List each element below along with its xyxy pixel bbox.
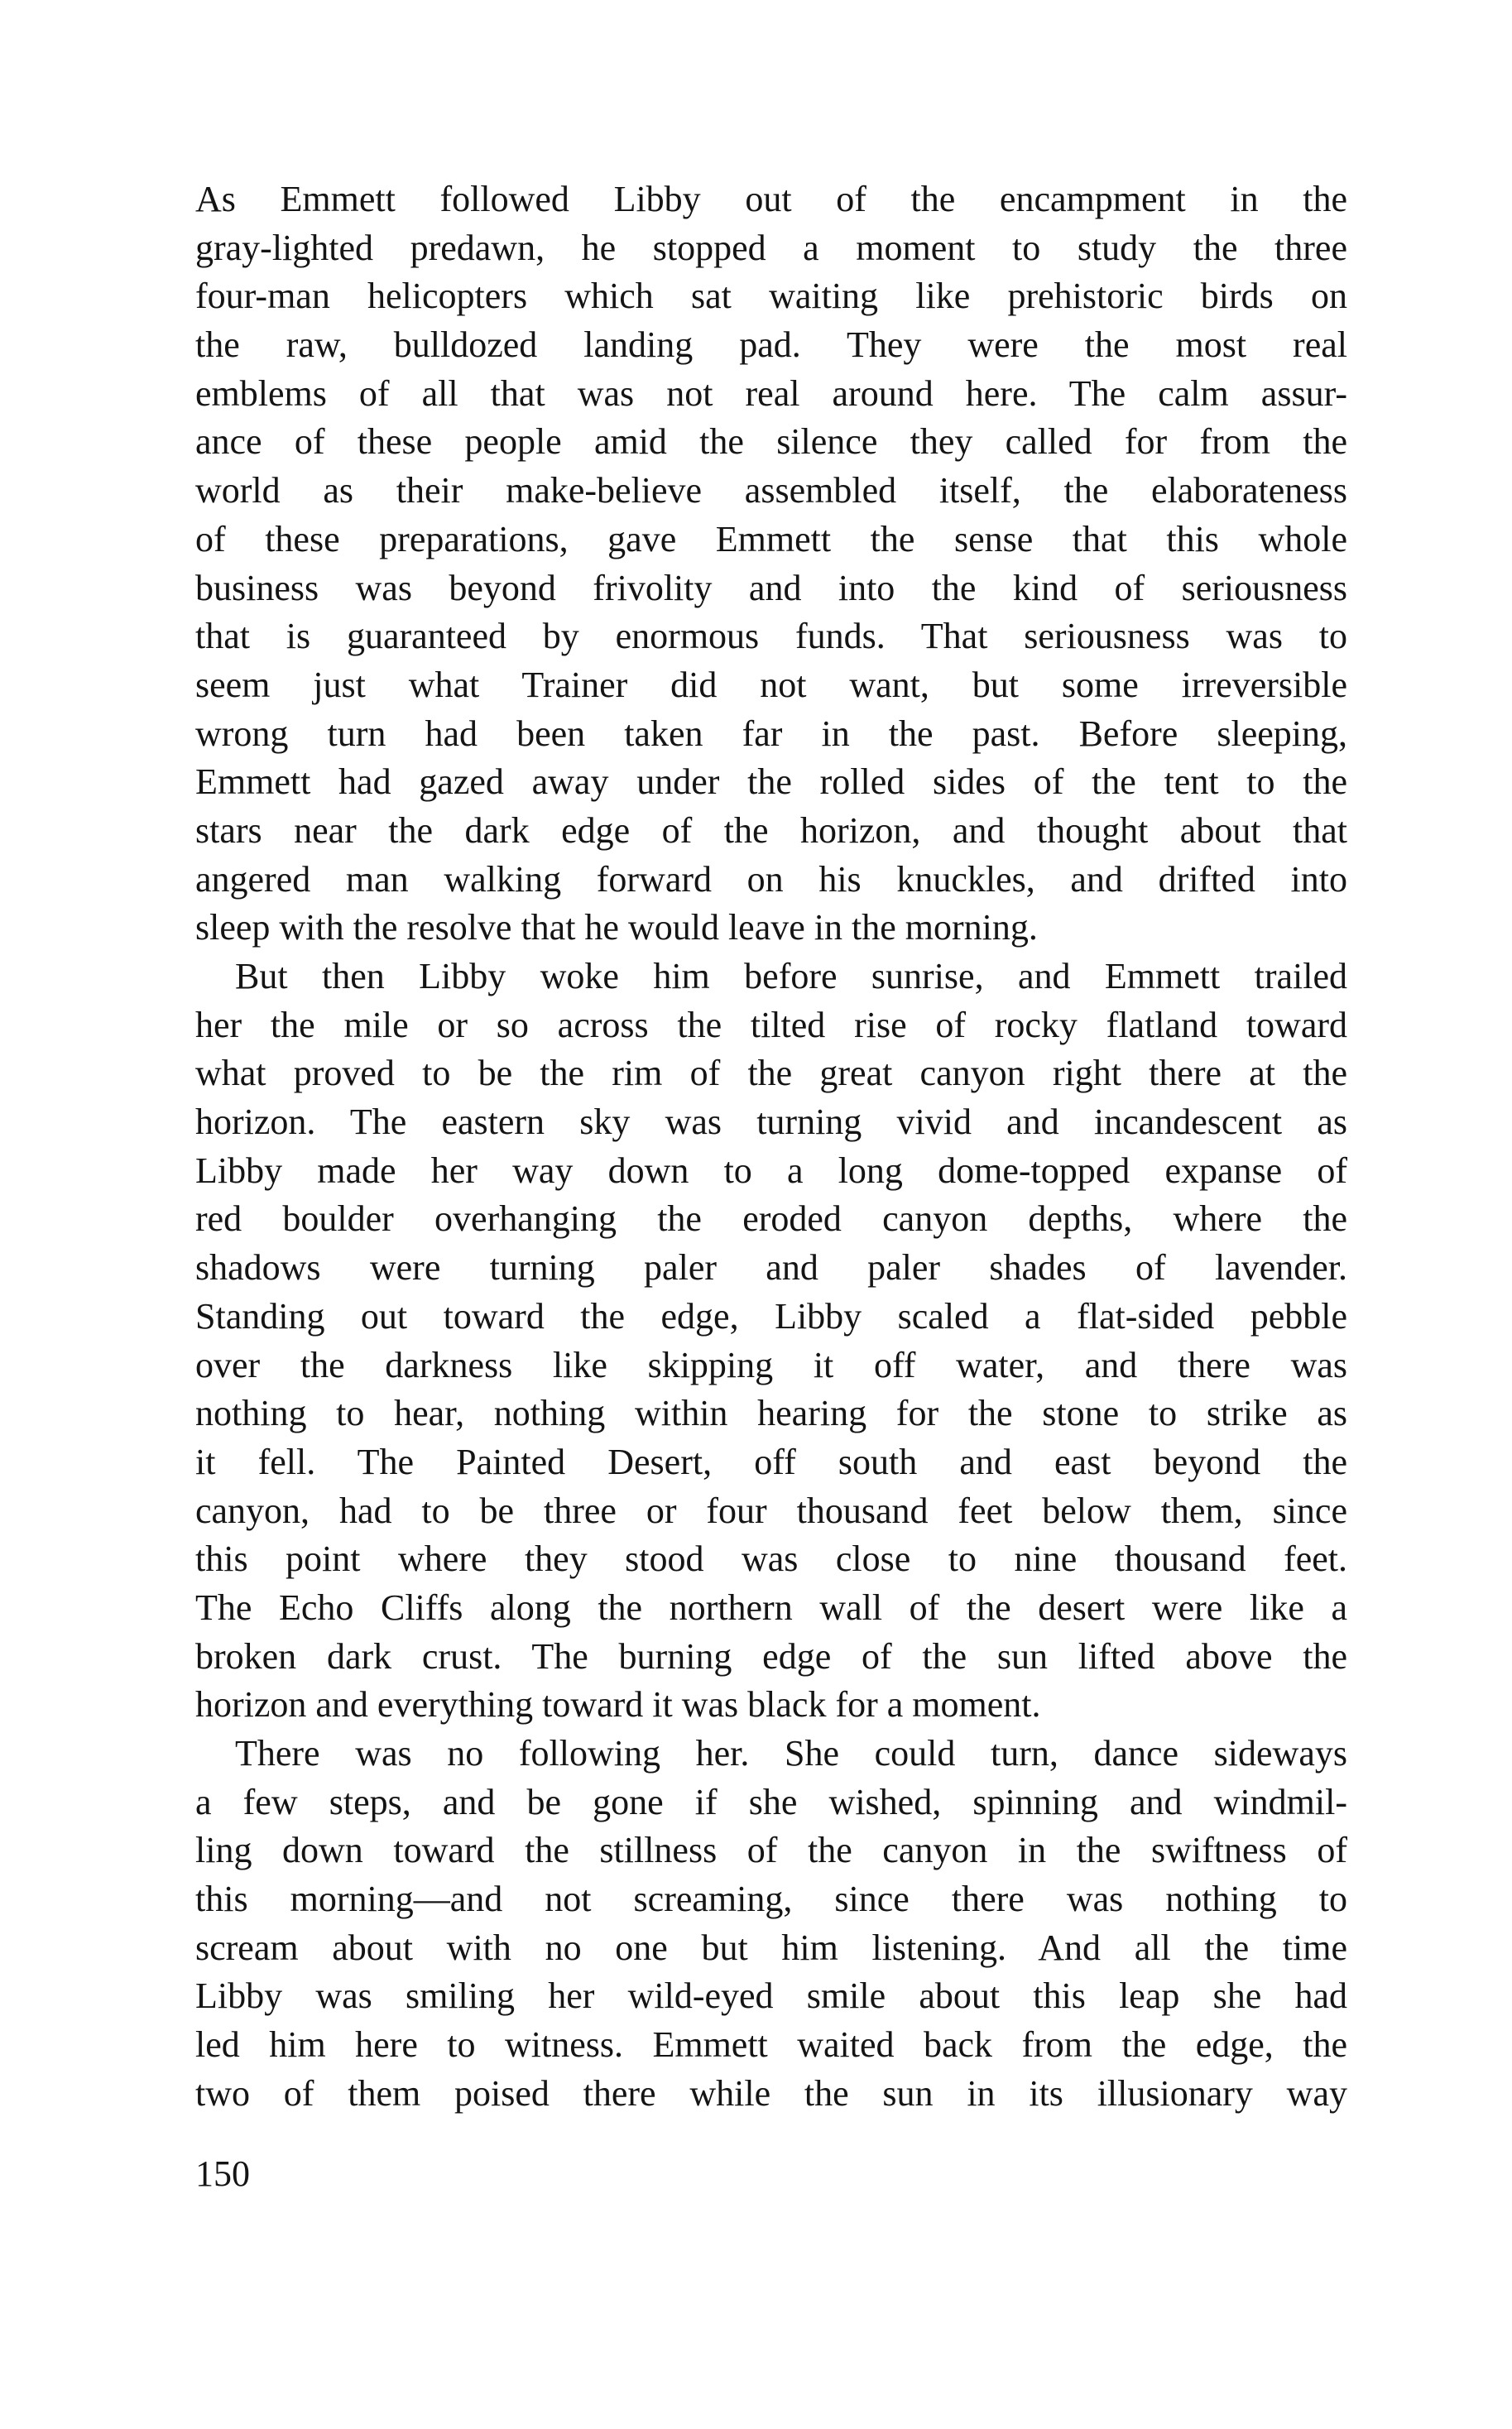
text-line: the raw, bulldozed landing pad. They were the most real (195, 324, 1347, 366)
text-line: There was no following her. She could turn, dance sideways (235, 1733, 1347, 1774)
text-line: her the mile or so across the tilted rise of rocky flatland toward (195, 1004, 1347, 1045)
text-line: it fell. The Painted Desert, off south and east beyond the (195, 1441, 1347, 1482)
text-line: Standing out toward the edge, Libby scaled a flat-sided pebble (195, 1295, 1347, 1337)
text-line: this point where they stood was close to nine thousand feet. (195, 1539, 1347, 1580)
page-number: 150 (195, 2153, 250, 2194)
body-text (195, 175, 1347, 2119)
text-line: Libby made her way down to a long dome-topped expanse of (195, 1150, 1347, 1191)
text-line: emblems of all that was not real around here. The calm assur- (195, 372, 1347, 414)
text-line: world as their make-believe assembled itself, the elaborateness (195, 470, 1347, 511)
text-line: horizon and everything toward it was black for a moment. (195, 1684, 1041, 1726)
text-line: business was beyond frivolity and into the kind of seriousness (195, 567, 1347, 608)
text-line: stars near the dark edge of the horizon, and thought about that (195, 809, 1347, 851)
text-line: As Emmett followed Libby out of the encampment in the (195, 179, 1347, 219)
text-line: of these preparations, gave Emmett the sense that this whole (195, 518, 1347, 559)
text-line: a few steps, and be gone if she wished, spinning and windmil- (195, 1781, 1347, 1822)
text-line: canyon, had to be three or four thousand feet below them, since (195, 1490, 1347, 1531)
text-line: sleep with the resolve that he would leave in the morning. (195, 907, 1038, 948)
text-line: gray-lighted predawn, he stopped a moment to study the three (195, 227, 1347, 268)
text-line: ance of these people amid the silence they called for from the (195, 421, 1347, 463)
text-line: that is guaranteed by enormous funds. That seriousness was to (195, 616, 1347, 657)
text-line: scream about with no one but him listening. And all the time (195, 1927, 1347, 1968)
text-line: ling down toward the stillness of the canyon in the swiftness of (195, 1830, 1347, 1871)
text-line: red boulder overhanging the eroded canyon depths, where the (195, 1198, 1347, 1240)
text-line: seem just what Trainer did not want, but some irreversible (195, 664, 1347, 705)
text-line: The Echo Cliffs along the northern wall of the desert were like a (195, 1587, 1347, 1628)
text-line: wrong turn had been taken far in the past. Before sleeping, (195, 713, 1347, 754)
text-line: nothing to hear, nothing within hearing for the stone to strike as (195, 1393, 1347, 1434)
text-line: Emmett had gazed away under the rolled sides of the tent to the (195, 761, 1347, 803)
text-line: broken dark crust. The burning edge of the sun lifted above the (195, 1635, 1347, 1677)
text-line: angered man walking forward on his knuckles, and drifted into (195, 858, 1347, 900)
text-line: what proved to be the rim of the great canyon right there at the (195, 1053, 1347, 1094)
text-line: Libby was smiling her wild-eyed smile about this leap she had (195, 1975, 1347, 2017)
text-line: two of them poised there while the sun in its illusionary way (195, 2072, 1347, 2114)
text-line: horizon. The eastern sky was turning vivid and incandescent as (195, 1102, 1347, 1143)
text-line: shadows were turning paler and paler shades of lavender. (195, 1247, 1347, 1289)
text-line: But then Libby woke him before sunrise, and Emmett trailed (235, 956, 1347, 996)
text-line: this morning—and not screaming, since there was nothing to (195, 1879, 1347, 1920)
text-line: over the darkness like skipping it off water, and there was (195, 1344, 1347, 1385)
text-line: led him here to witness. Emmett waited back from the edge, the (195, 2024, 1347, 2066)
text-line: four-man helicopters which sat waiting like prehistoric birds on (195, 276, 1347, 317)
